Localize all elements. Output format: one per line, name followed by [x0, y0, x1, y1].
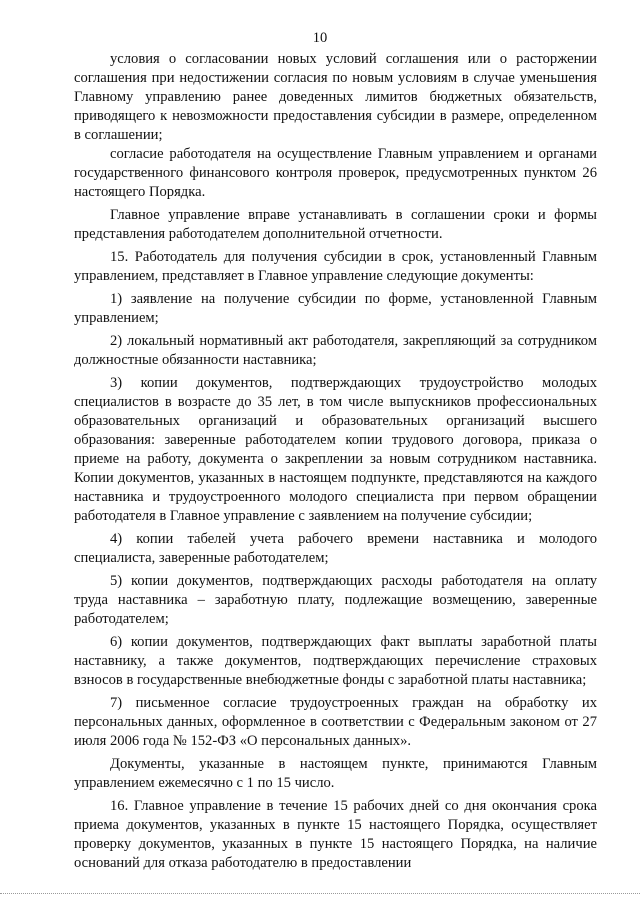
paragraph: Главное управление вправе устанавливать в соглашении сроки и формы представления работодателем дополнительной отчетности. [74, 207, 597, 242]
paragraph: Документы, указанные в настоящем пункте, принимаются Главным управлением ежемесячно с 1 по 15 число. [74, 756, 597, 791]
list-item: 6) копии документов, подтверждающих факт выплаты заработной платы наставнику, а также документов, подтверждающих перечисление страховых взносов в государственные внебюджетные фонды с заработной платы наставника; [74, 634, 597, 688]
list-item: 5) копии документов, подтверждающих расходы работодателя на оплату труда наставника – заработную плату, подлежащие возмещению, заверенные работодателем; [74, 573, 597, 627]
list-item: 3) копии документов, подтверждающих трудоустройство молодых специалистов в возрасте до 35 лет, в том числе выпускников профессиональных образовательных организаций и образовательных организаций высшего образования: заверенные работодателем копии трудового договора, приказа о приеме на работу, документа о закреплении за новым сотрудником наставника. Копии документов, указанных в настоящем подпункте, представляются на каждого наставника и трудоустроенного молодого специалиста при первом обращении работодателя в Главное управление с заявлением на получение субсидии; [74, 375, 597, 524]
paragraph: условия о согласовании новых условий соглашения или о расторжении соглашения при недостижении согласия по новым условиям в случае уменьшения Главному управлению ранее доведенных лимитов бюджетных обязательств, приводящего к невозможности предоставления субсидии в размере, определенном в соглашении; [74, 51, 597, 143]
page-number: 10 [312, 30, 328, 46]
document-body [74, 50, 597, 873]
paragraph: 16. Главное управление в течение 15 рабочих дней со дня окончания срока приема документов, указанных в пункте 15 настоящего Порядка, осуществляет проверку документов, указанных в пункте 15 настоящего Порядка, на наличие оснований для отказа работодателю в предоставлении [74, 798, 597, 871]
paragraph: 15. Работодатель для получения субсидии в срок, установленный Главным управлением, представляет в Главное управление следующие документы: [74, 249, 597, 284]
paragraph: согласие работодателя на осуществление Главным управлением и органами государственного финансового контроля проверок, предусмотренных пунктом 26 настоящего Порядка. [74, 146, 597, 200]
list-item: 2) локальный нормативный акт работодателя, закрепляющий за сотрудником должностные обязанности наставника; [74, 333, 597, 368]
list-item: 1) заявление на получение субсидии по форме, установленной Главным управлением; [74, 291, 597, 326]
list-item: 7) письменное согласие трудоустроенных граждан на обработку их персональных данных, оформленное в соответствии с Федеральным законом от 27 июля 2006 года № 152-ФЗ «О персональных данных». [74, 695, 597, 749]
bottom-divider [0, 893, 640, 894]
list-item: 4) копии табелей учета рабочего времени наставника и молодого специалиста, заверенные работодателем; [74, 531, 597, 566]
